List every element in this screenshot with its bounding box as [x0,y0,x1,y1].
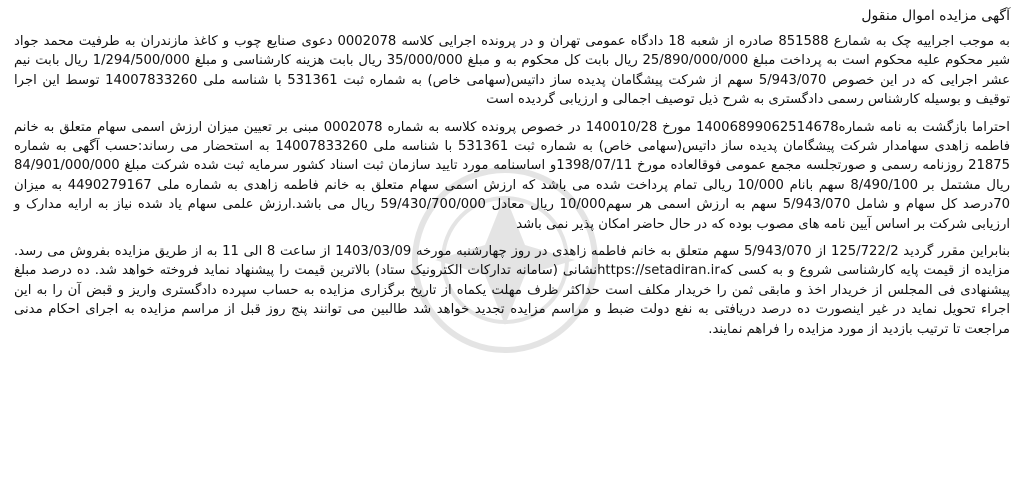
paragraph-2: احتراما بازگشت به نامه شماره14006899062514678 مورخ 140010/28 در خصوص پرونده کلاسه به شماره 0002078 مبنی بر تعیین میزان ارزش اسمی سهام متعلق به خانم فاطمه زاهدی سهامدار شرکت پیشگامان پدیده ساز داتیس(سهامی خاص) به شماره ثبت 531361 با شناسه ملی 14007833260 به استحضار می رساند:حسب آگهی به شماره 21875 روزنامه رسمی و صورتجلسه مجمع عمومی فوقالعاده مورخ 1398/07/11و اساسنامه مورد تایید سازمان ثبت اسناد کشور سرمایه ثبت شده شرکت مبلغ 84/901/000/000 ریال مشتمل بر 8/490/100 سهم بانام 10/000 ریالی تمام پرداخت شده می باشد که ارزش اسمی سهام متعلق به خانم فاطمه زاهدی به شماره ملی 4490279167 به میزان 70درصد کل سهام و شامل 5/943/070 سهم به ارزش اسمی هر سهم10/000 ریال معادل 59/430/700/000 ریال می باشد.ارزش علمی سهام یاد شده نیاز به ارایه مدارک و ارزیابی شرکت بر اساس آیین نامه های مصوب بوده که در حال حاضر امکان پذیر نمی باشد [14,119,1011,232]
document [14,6,1010,488]
document-title: آگهی مزایده اموال منقول [861,8,1010,24]
paragraph-1: به موجب اجراییه چک به شمارع 851588 صادره از شعبه 18 دادگاه عمومی تهران و در پرونده اجرایی کلاسه 0002078 دعوی صنایع چوب و کاغذ مازندران به طرفیت محمد جواد شیر محکوم علیه محکوم است به پرداخت مبلغ 25/890/000/000 ریال بابت کل محکوم به و مبلغ 35/000/000 ریال بابت هزینه کارشناسی و مبلغ 1/294/500/000 ریال بابت نیم عشر اجرایی که در این خصوص 5/943/070 سهم از شرکت پیشگامان پدیده ساز داتیس(سهامی خاص) به شماره ثبت 531361 با شناسه ملی 14007833260 توسط این اجرا توقیف و بوسیله کارشناس رسمی دادگستری به شرح ذیل توصیف اجمالی و ارزیابی گردیده است [14,34,1010,108]
paragraph-3: بنابراین مقرر گردید 125/722/2 از 5/943/070 سهم متعلق به خانم فاطمه زاهدی در روز چهارشنبه مورخه 1403/03/09 از ساعت 8 الی 11 به از طریق مزایده بفروش می رسد. مزایده از قیمت پایه کارشناسی شروع و به کسی کهhttps://setadiran.irنشانی (سامانه تدارکات الکترونیک ستاد) بالاترین قیمت را پیشنهاد نماید فروخته خواهد شد. ده درصد مبلغ پیشنهادی فی المجلس از خریدار اخذ و مابقی ثمن را خریدار مکلف است حداکثر ظرف مهلت یکماه از تاریخ برگزاری مزایده به حساب سپرده دادگستری واریز و قبض آن را به این اجراء تحویل نماید در غیر اینصورت ده درصد دریافتی به نفع دولت ضبط و مراسم مزایده تجدید خواهد شد طالبین می توانند پنج روز قبل از مراسم مزایده به اجرای احکام مدنی مراجعت تا ترتیب بازدید از مورد مزایده را فراهم نمایند. [14,244,1011,337]
